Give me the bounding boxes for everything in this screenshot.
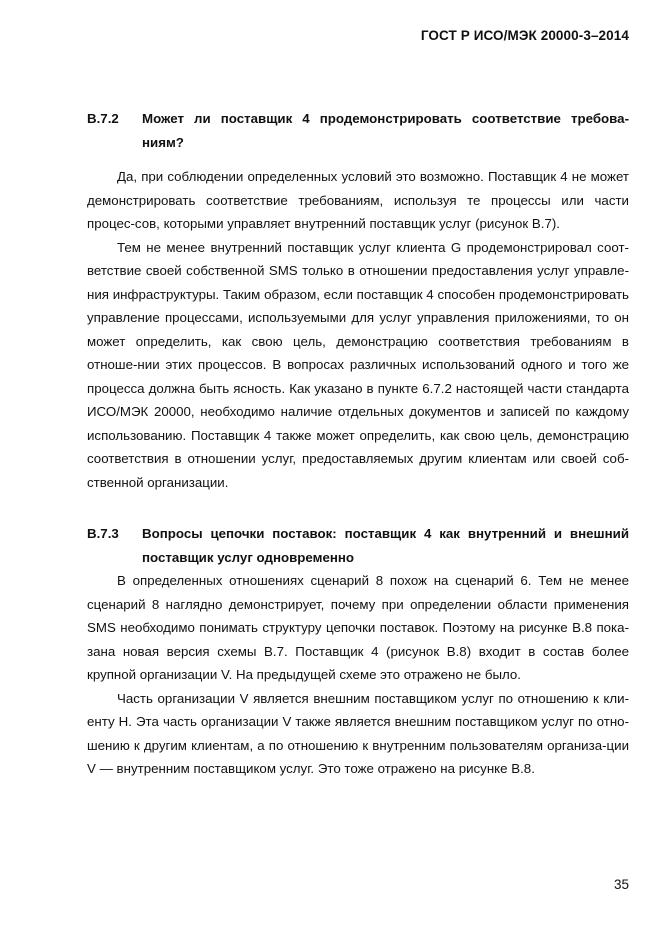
section-b72 — [87, 107, 629, 494]
section-heading — [87, 522, 629, 569]
paragraph: Часть организации V является внешним поставщиком услуг по отношению к кли-енту H. Эта часть организации V также является внешним поставщиком услуг по отно-шению к другим клиентам, а по отношению к внутренним пользователям организа-ции V — внутренним поставщиком услуг. Это тоже отражено на рисунке B.8. — [87, 690, 629, 776]
paragraph: В определенных отношениях сценарий 8 похож на сценарий 6. Тем не менее сценарий 8 наглядно демонстрирует, почему при определении области применения SMS необходимо понимать структуру цепочки поставок. Поэтому на рисунке B.8 пока-зана новая версия схемы B.7. Поставщик 4 (рисунок B.8) входит в состав более крупной организации V. На предыдущей схеме это отражено не было. — [87, 573, 629, 682]
section-title: Вопросы цепочки поставок: поставщик 4 как внутренний и внешний поставщик услуг одновременно — [142, 526, 629, 565]
section-heading — [87, 107, 629, 154]
section-number: B.7.3 — [87, 526, 119, 541]
paragraph: Да, при соблюдении определенных условий это возможно. Поставщик 4 не может демонстрировать соответствие требованиям, используя те процессы или части процес-сов, которыми управляет внутренний поставщик услуг (рисунок B.7). — [87, 169, 629, 231]
page-number: 35 — [613, 877, 629, 892]
document-code-header: ГОСТ Р ИСО/МЭК 20000-3–2014 — [420, 28, 629, 43]
paragraph: Тем не менее внутренний поставщик услуг клиента G продемонстрировал соот-ветствие своей собственной SMS только в отношении предоставления услуг управле-ния инфраструктуры. Таким образом, если поставщик 4 способен продемонстрировать управление процессами, используемыми для услуг управления приложениями, то он может определить, как свою цель, демонстрацию соответствия требованиям в отноше-нии этих процессов. В вопросах различных использований одного и того же процесса должна быть ясность. Как указано в пункте 6.7.2 настоящей части стандарта ИСО/МЭК 20000, необходимо наличие отдельных документов и записей по каждому использованию. Поставщик 4 также может определить, как свою цель, демонстрацию соответствия в отношении услуг, предоставляемых другим клиентам или своей соб-ственной организации. — [87, 239, 629, 490]
section-title: Может ли поставщик 4 продемонстрировать соответствие требова-ниям? — [142, 111, 629, 150]
section-number: B.7.2 — [87, 111, 119, 126]
section-b73 — [87, 522, 629, 781]
